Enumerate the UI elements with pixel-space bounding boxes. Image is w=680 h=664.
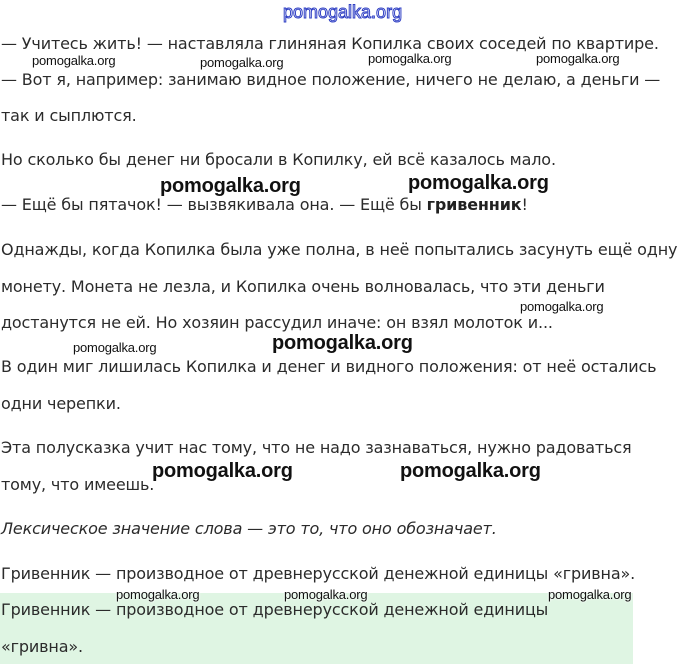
text-line: монету. Монета не лезла, и Копилка очень волновалась, что эти деньги [1, 277, 605, 296]
text-segment: ! [521, 195, 528, 214]
bold-word: гривенник [426, 195, 522, 214]
watermark: pomogalka.org [73, 340, 157, 355]
watermark: pomogalka.org [284, 587, 368, 602]
definition-line: Лексическое значение слова — это то, что оно обозначает. [1, 519, 497, 538]
text-line: Однажды, когда Копилка была уже полна, в неё попытались засунуть ещё одну [1, 240, 678, 259]
text-line: так и сыплются. [1, 106, 137, 125]
watermark: pomogalka.org [520, 299, 604, 314]
text-line: В один миг лишилась Копилка и денег и видного положения: от неё остались [1, 357, 657, 376]
watermark: pomogalka.org [272, 332, 413, 354]
watermark: pomogalka.org [408, 172, 549, 194]
text-line: одни черепки. [1, 394, 121, 413]
highlighted-line: Гривенник — производное от древнерусской денежной единицы [1, 600, 549, 619]
text-line: достанутся не ей. Но хозяин рассудил иначе: он взял молоток и... [1, 313, 553, 332]
text-line: Но сколько бы денег ни бросали в Копилку, ей всё казалось мало. [1, 150, 556, 169]
watermark: pomogalka.org [368, 51, 452, 66]
watermark: pomogalka.org [536, 51, 620, 66]
watermark-logo: pomogalka.org [283, 2, 403, 22]
watermark: pomogalka.org [116, 587, 200, 602]
text-line: тому, что имеешь. [1, 475, 155, 494]
watermark: pomogalka.org [548, 587, 632, 602]
text-segment: — Ещё бы пятачок! — вызвякивала она. — Ещё бы [1, 195, 427, 214]
watermark: pomogalka.org [32, 53, 116, 68]
text-line: Эта полусказка учит нас тому, что не надо зазнаваться, нужно радоваться [1, 438, 632, 457]
text-line [1, 195, 528, 215]
text-line: — Вот я, например: занимаю видное положение, ничего не делаю, а деньги — [1, 70, 661, 89]
watermark: pomogalka.org [200, 55, 284, 70]
watermark: pomogalka.org [152, 460, 293, 482]
text-line: Гривенник — производное от древнерусской денежной единицы «гривна». [1, 564, 636, 583]
watermark: pomogalka.org [160, 175, 301, 197]
watermark: pomogalka.org [400, 460, 541, 482]
text-line: — Учитесь жить! — наставляла глиняная Копилка своих соседей по квартире. [1, 34, 659, 53]
highlighted-line: «гривна». [1, 637, 83, 656]
